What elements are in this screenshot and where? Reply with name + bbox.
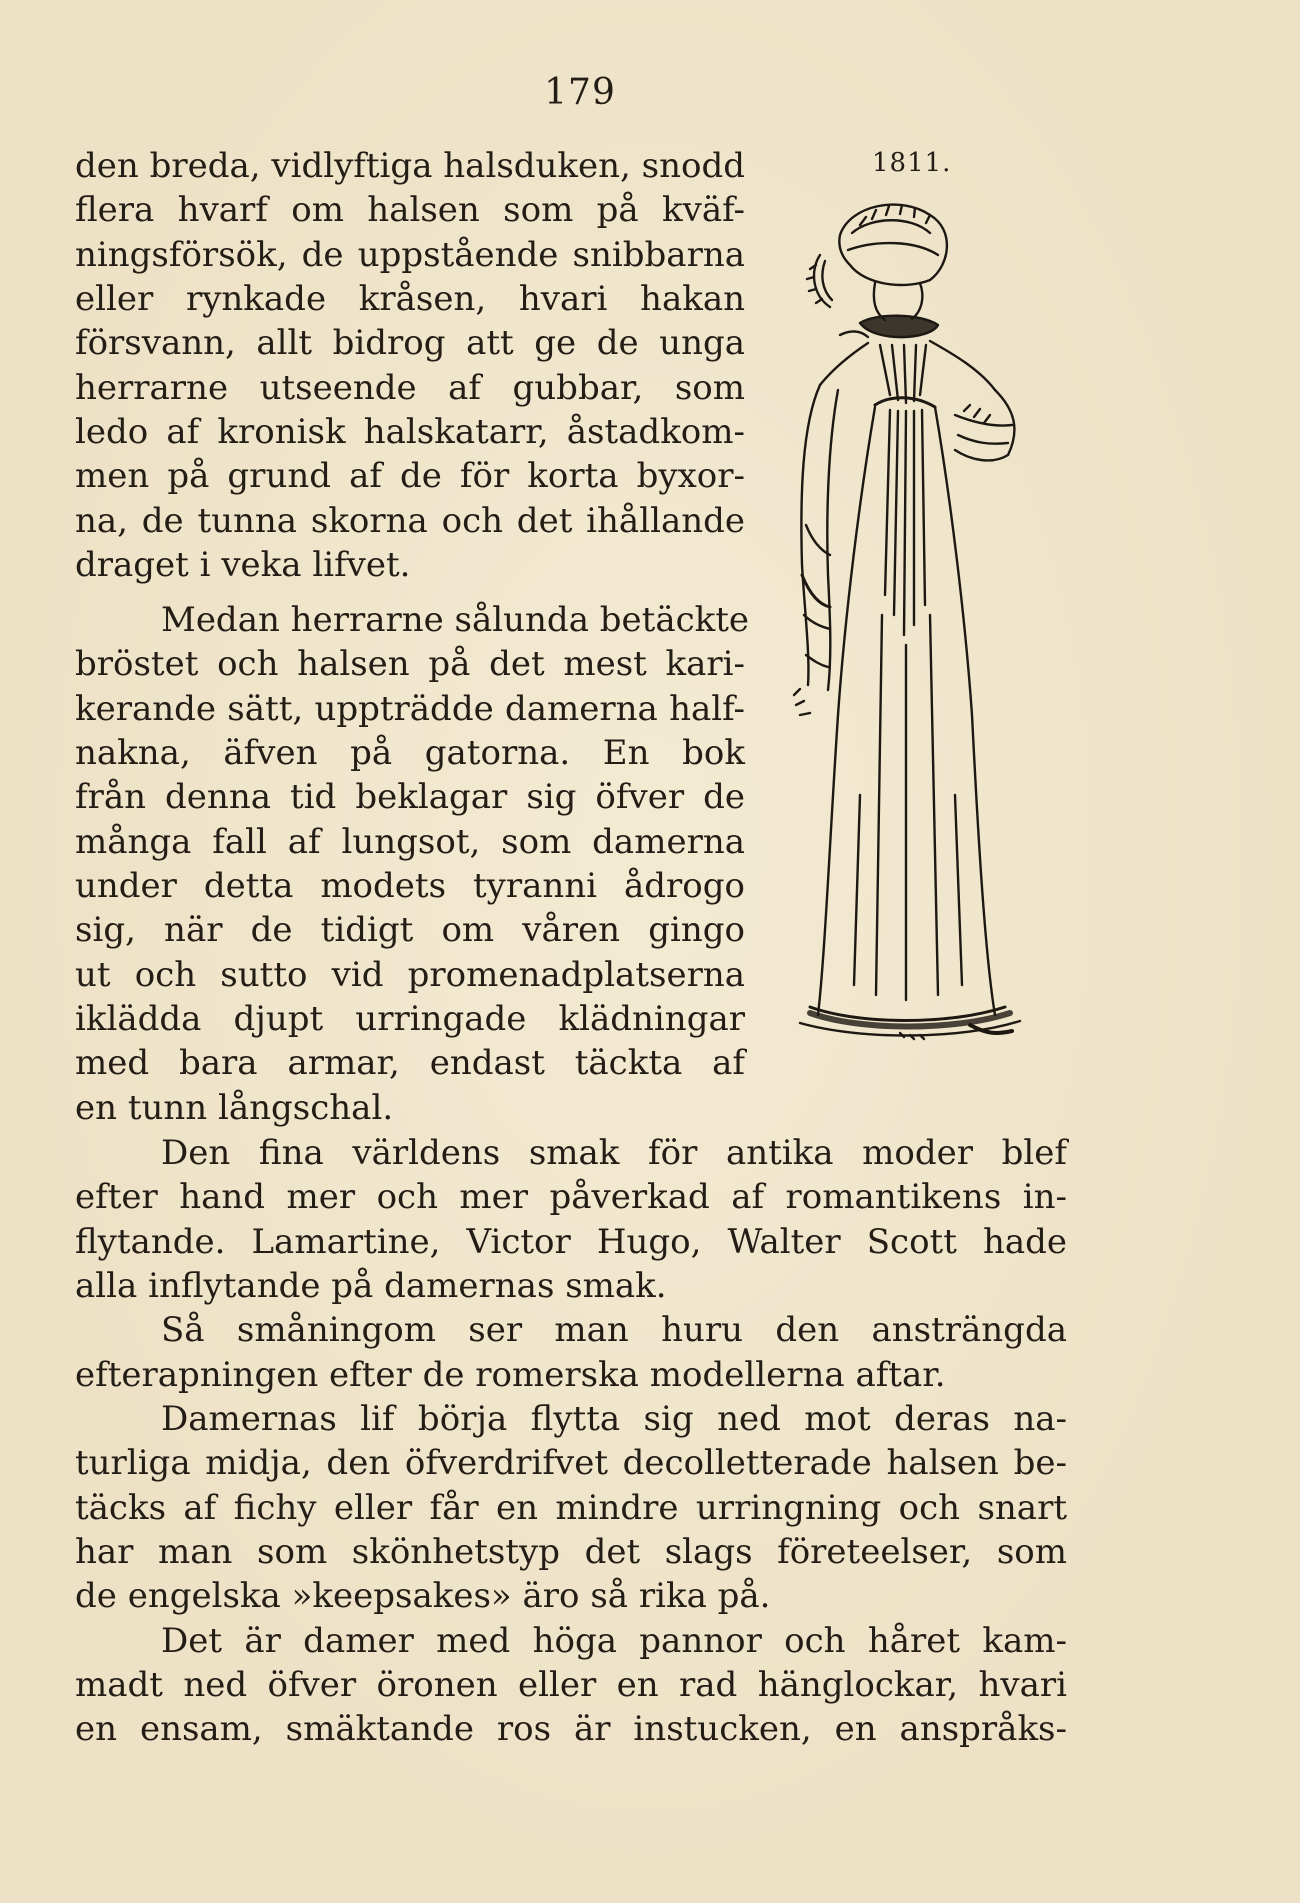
text-line: eller rynkade kråsen, hvari hakan xyxy=(75,279,745,319)
text-line: iklädda djupt urringade klädningar xyxy=(75,999,745,1039)
text-line: herrarne utseende af gubbar, som xyxy=(75,368,745,408)
text-line: försvann, allt bidrog att ge de unga xyxy=(75,323,745,363)
text-line: en ensam, smäktande ros är instucken, en anspråks- xyxy=(75,1709,1067,1749)
text-line: bröstet och halsen på det mest kari- xyxy=(75,644,745,684)
text-line: från denna tid beklagar sig öfver de xyxy=(75,777,745,817)
text-line: Medan herrarne sålunda betäckte xyxy=(161,600,750,640)
text-line: Damernas lif börja flytta sig ned mot deras na- xyxy=(161,1399,1067,1439)
text-line: efterapningen efter de romerska modellerna aftar. xyxy=(75,1355,946,1395)
text-line: Så småningom ser man huru den ansträngda xyxy=(161,1310,1067,1350)
text-line: alla inflytande på damernas smak. xyxy=(75,1266,667,1306)
text-line: nakna, äfven på gatorna. En bok xyxy=(75,733,745,773)
text-line: madt ned öfver öronen eller en rad hänglockar, hvari xyxy=(75,1665,1067,1705)
text-line: många fall af lungsot, som damerna xyxy=(75,822,745,862)
text-line: Den fina världens smak för antika moder blef xyxy=(161,1133,1067,1173)
text-line: na, de tunna skorna och det ihållande xyxy=(75,501,745,541)
text-line: med bara armar, endast täckta af xyxy=(75,1043,745,1083)
text-line: flytande. Lamartine, Victor Hugo, Walter Scott hade xyxy=(75,1222,1067,1262)
text-line: Det är damer med höga pannor och håret kam- xyxy=(161,1621,1067,1661)
text-line: sig, när de tidigt om våren gingo xyxy=(75,910,745,950)
woman-in-1811-dress-icon xyxy=(780,195,1060,1075)
text-line: under detta modets tyranni ådrogo xyxy=(75,866,745,906)
text-line: täcks af fichy eller får en mindre urringning och snart xyxy=(75,1488,1067,1528)
figure-caption: 1811. xyxy=(872,148,952,178)
text-line: den breda, vidlyftiga halsduken, snodd xyxy=(75,146,746,186)
text-line: har man som skönhetstyp det slags företeelser, som xyxy=(75,1532,1067,1572)
text-line: ledo af kronisk halskatarr, åstadkom- xyxy=(75,412,745,452)
text-line: turliga midja, den öfverdrifvet decolletterade halsen be- xyxy=(75,1443,1067,1483)
text-line: en tunn långschal. xyxy=(75,1088,394,1128)
text-line: kerande sätt, uppträdde damerna half- xyxy=(75,689,745,729)
text-line: men på grund af de för korta byxor- xyxy=(75,456,745,496)
text-line: ut och sutto vid promenadplatserna xyxy=(75,955,745,995)
text-line: flera hvarf om halsen som på kväf- xyxy=(75,190,745,230)
text-line: efter hand mer och mer påverkad af romantikens in- xyxy=(75,1177,1067,1217)
text-line: draget i veka lifvet. xyxy=(75,545,411,585)
text-line: ningsförsök, de uppstående snibbarna xyxy=(75,235,745,275)
text-line: de engelska »keepsakes» äro så rika på. xyxy=(75,1576,771,1616)
page-number: 179 xyxy=(544,72,616,113)
